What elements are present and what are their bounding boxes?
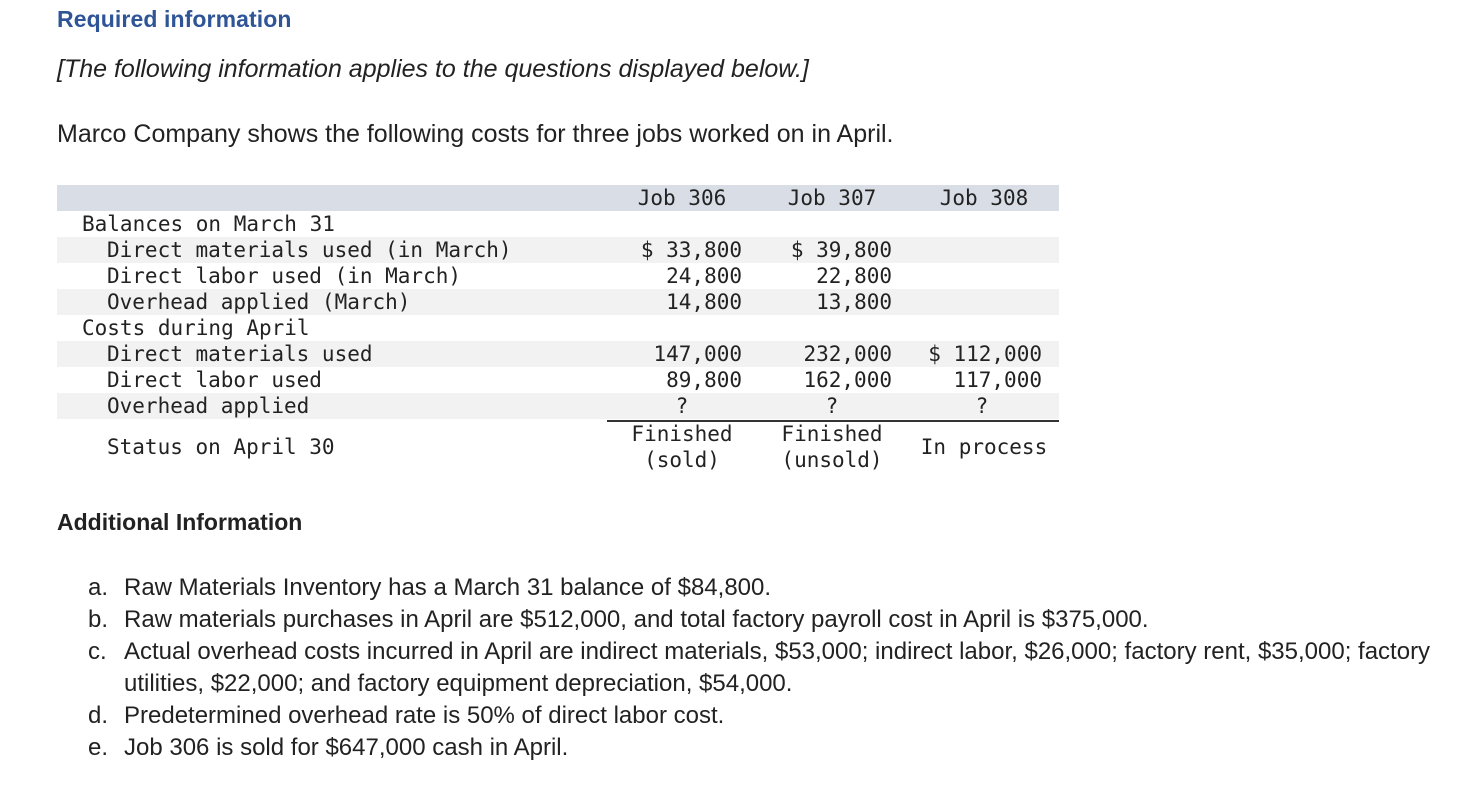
required-information-heading: Required information	[57, 6, 292, 32]
table-row	[57, 341, 1059, 367]
list-item	[88, 700, 1458, 732]
row-label: Overhead applied	[107, 394, 310, 418]
section-row-costs	[57, 315, 1059, 341]
job-308-value: $ 112,000	[928, 342, 1042, 366]
table-row	[57, 237, 1059, 263]
list-item	[88, 636, 1458, 700]
table-row	[57, 393, 1059, 419]
job-308-status	[909, 434, 1059, 460]
job-306-status	[607, 421, 757, 473]
table-row	[57, 367, 1059, 393]
table-row	[57, 289, 1059, 315]
row-label: Overhead applied (March)	[107, 290, 411, 314]
job-306-status-line2: (sold)	[644, 448, 720, 472]
list-item-letter: b.	[88, 606, 109, 633]
job-307-value: 13,800	[816, 290, 892, 314]
job-306-value: 147,000	[653, 342, 742, 366]
list-item-letter: a.	[88, 574, 109, 601]
job-306-value: ?	[675, 394, 689, 418]
row-label: Direct materials used	[107, 342, 373, 366]
section-label-costs: Costs during April	[82, 316, 310, 340]
list-item-text: Actual overhead costs incurred in April are indirect materials, $53,000; indirect labor, $26,000; factory rent, $35,000; factory utilities, $22,000; and factory equipment depreciation, $54,000.	[124, 638, 1431, 697]
job-307-status	[757, 421, 907, 473]
job-307-value: 232,000	[803, 342, 892, 366]
column-header-job-307: Job 307	[787, 186, 877, 210]
list-item-letter: d.	[88, 702, 109, 729]
status-label: Status on April 30	[107, 435, 335, 459]
list-item-letter: c.	[88, 638, 107, 665]
list-item	[88, 572, 1458, 604]
list-item	[88, 732, 1458, 764]
job-306-value: $ 33,800	[640, 238, 742, 262]
job-306-value: 24,800	[666, 264, 742, 288]
job-307-value: 162,000	[803, 368, 892, 392]
table-row	[57, 263, 1059, 289]
column-header-job-306: Job 306	[637, 186, 727, 210]
additional-information-list	[88, 572, 1458, 764]
list-item-text: Raw materials purchases in April are $512,000, and total factory payroll cost in April is $375,000.	[124, 606, 1149, 633]
list-item-text: Predetermined overhead rate is 50% of direct labor cost.	[124, 702, 725, 729]
job-307-value: 22,800	[816, 264, 892, 288]
row-label: Direct labor used (in March)	[107, 264, 462, 288]
row-label: Direct materials used (in March)	[107, 238, 512, 262]
list-item	[88, 604, 1458, 636]
job-306-status-line1: Finished	[631, 422, 733, 446]
job-308-status-line1: In process	[920, 435, 1048, 459]
job-307-status-line2: (unsold)	[781, 448, 883, 472]
row-label: Direct labor used	[107, 368, 322, 392]
list-item-text: Job 306 is sold for $647,000 cash in April.	[124, 734, 569, 761]
job-308-value: 117,000	[953, 368, 1042, 392]
section-row-balances	[57, 211, 1059, 237]
column-header-job-308: Job 308	[939, 186, 1029, 210]
list-item-text: Raw Materials Inventory has a March 31 balance of $84,800.	[124, 574, 772, 601]
table-header-row	[57, 185, 1059, 211]
applies-note: [The following information applies to the questions displayed below.]	[57, 55, 809, 83]
job-307-value: ?	[825, 394, 839, 418]
job-307-status-line1: Finished	[781, 422, 883, 446]
job-306-value: 14,800	[666, 290, 742, 314]
section-label-balances: Balances on March 31	[82, 212, 335, 236]
job-308-value: ?	[975, 394, 989, 418]
job-307-value: $ 39,800	[790, 238, 892, 262]
additional-information-heading: Additional Information	[57, 509, 303, 535]
job-306-value: 89,800	[666, 368, 742, 392]
intro-text: Marco Company shows the following costs for three jobs worked on in April.	[57, 120, 894, 148]
list-item-letter: e.	[88, 734, 109, 761]
